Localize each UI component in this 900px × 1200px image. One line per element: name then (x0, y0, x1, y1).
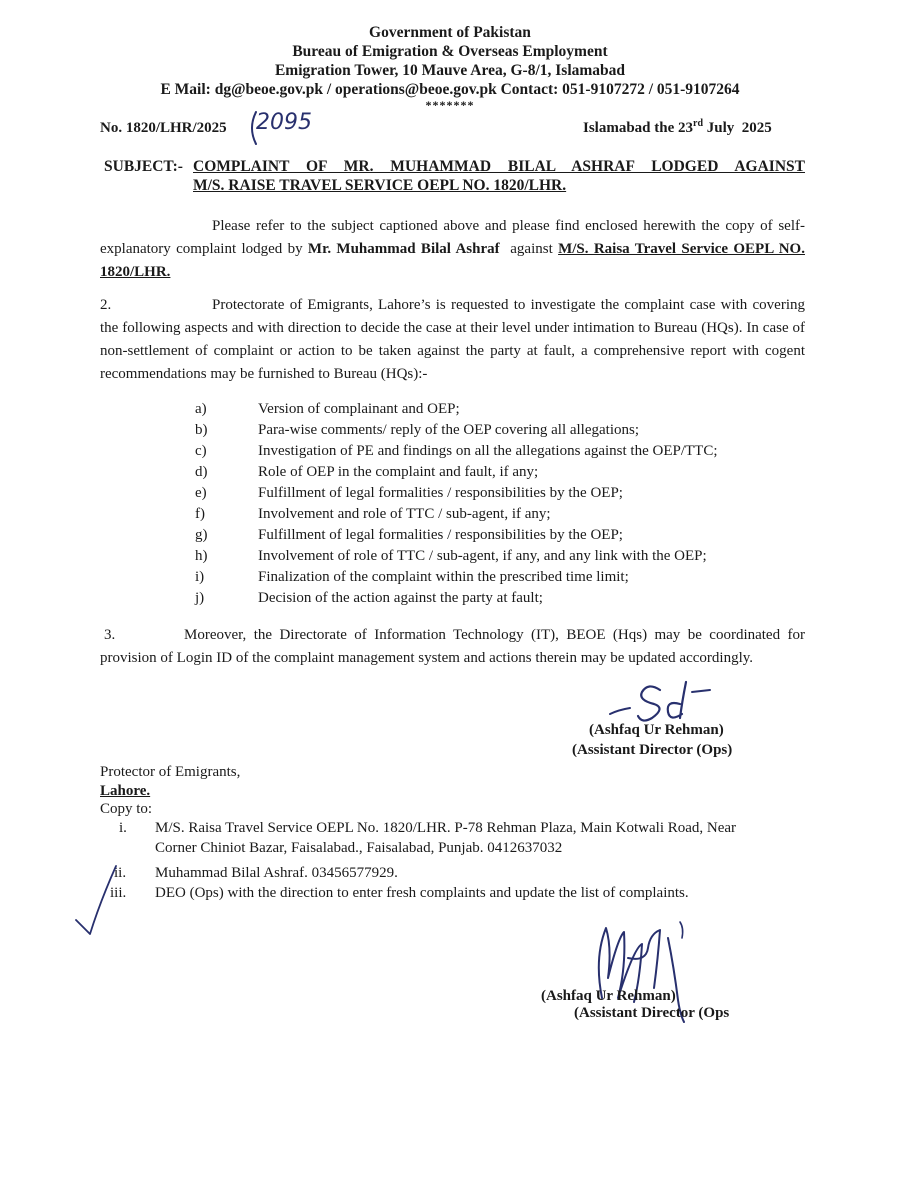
paragraph-1-text-against: against (499, 241, 559, 257)
letterhead-line-bureau: Bureau of Emigration & Overseas Employment (292, 43, 608, 60)
paragraph-3-text: Moreover, the Directorate of Information Technology (IT), BEOE (Hqs) may be coordinated for provision of Login ID of the complaint management system and actions therein may be updated accordingly. (100, 627, 805, 666)
handwritten-check-mark (72, 862, 122, 942)
copy-item-number: i. (119, 820, 127, 836)
subject-label: SUBJECT:- (104, 158, 183, 175)
list-item-key: f) (195, 506, 205, 522)
signatory-name-1: (Ashfaq Ur Rehman) (589, 722, 724, 738)
list-item-key: d) (195, 464, 208, 480)
paragraph-3-number: 3. (104, 627, 116, 643)
signatory-title-2: (Assistant Director (Ops (574, 1005, 730, 1021)
copy-item-1-line-2: Corner Chiniot Bazar, Faisalabad., Faisalabad, Punjab. 0412637032 (155, 840, 563, 856)
list-item-key: g) (195, 527, 208, 543)
paragraph-2-number: 2. (100, 297, 112, 313)
list-item-text: Investigation of PE and findings on all the allegations against the OEP/TTC; (258, 443, 718, 459)
handwritten-diary-number: 2095 (256, 110, 312, 135)
copy-to-label: Copy to: (100, 801, 153, 817)
list-item-text: Involvement of role of TTC / sub-agent, if any, and any link with the OEP; (258, 548, 707, 564)
list-item-key: e) (195, 485, 207, 501)
copy-item-number: ii. (114, 865, 127, 881)
date-ordinal: rd (693, 118, 704, 129)
paragraph-1-text: Please refer to the subject captioned above and please find enclosed herewith the copy of self-explanatory complaint lodged by (100, 218, 805, 257)
letter-date (583, 118, 772, 137)
date-month-year: July 2025 (703, 120, 772, 136)
copy-item-number: iii. (110, 885, 127, 901)
paragraph-1 (100, 215, 805, 284)
oep-name: M/S. Raisa Travel Service OEPL NO. 1820/LHR. (100, 241, 805, 280)
letterhead-line-contact: E Mail: dg@beoe.gov.pk / operations@beoe.gov.pk Contact: 051-9107272 / 051-9107264 (160, 81, 740, 98)
subject-line-1: COMPLAINT OF MR. MUHAMMAD BILAL ASHRAF LODGED AGAINST (193, 158, 805, 175)
letterhead-line-address: Emigration Tower, 10 Mauve Area, G-8/1, Islamabad (274, 62, 626, 79)
complainant-name: Mr. Muhammad Bilal Ashraf (307, 241, 500, 257)
copy-item-1-line-1: M/S. Raisa Travel Service OEPL No. 1820/LHR. P-78 Rehman Plaza, Main Kotwali Road, Near (155, 820, 737, 836)
letterhead-separator: ******* (425, 98, 475, 112)
list-item-text: Fulfillment of legal formalities / responsibilities by the OEP; (258, 527, 623, 543)
copy-item-2: Muhammad Bilal Ashraf. 03456577929. (155, 865, 398, 881)
list-item-key: b) (195, 422, 208, 438)
signatory-name-2: (Ashfaq Ur Rehman) (541, 988, 676, 1004)
list-item-key: j) (195, 590, 205, 606)
list-item-text: Para-wise comments/ reply of the OEP covering all allegations; (258, 422, 640, 438)
list-item-key: i) (195, 569, 205, 585)
list-item-key: a) (195, 401, 207, 417)
addressee-line-1: Protector of Emigrants, (100, 764, 241, 780)
copy-item-3: DEO (Ops) with the direction to enter fresh complaints and update the list of complaints. (155, 885, 689, 901)
letterhead-line-government: Government of Pakistan (369, 24, 531, 41)
list-item-text: Finalization of the complaint within the prescribed time limit; (258, 569, 629, 585)
addressee-line-2: Lahore. (100, 783, 151, 799)
list-item-text: Involvement and role of TTC / sub-agent, if any; (258, 506, 551, 522)
subject-line-2: M/S. RAISE TRAVEL SERVICE OEPL NO. 1820/LHR. (193, 177, 567, 194)
list-item-text: Decision of the action against the party at fault; (258, 590, 543, 606)
reference-number: No. 1820/LHR/2025 (100, 120, 227, 136)
list-item-key: h) (195, 548, 208, 564)
signatory-title-1: (Assistant Director (Ops) (572, 742, 733, 758)
signature-sd-mark (608, 678, 718, 728)
list-item-key: c) (195, 443, 207, 459)
list-item-text: Role of OEP in the complaint and fault, if any; (258, 464, 539, 480)
paragraph-2-text: Protectorate of Emigrants, Lahore’s is requested to investigate the complaint case with covering the following aspects and with direction to decide the case at their level under intimation to Bureau (HQs). In case of non-settlement of complaint or action to be taken against the party at fault, a comprehensive report with cogent recommendations may be furnished to Bureau (HQs):- (100, 297, 805, 382)
list-item-text: Fulfillment of legal formalities / responsibilities by the OEP; (258, 485, 623, 501)
date-text: Islamabad the 23 (583, 120, 694, 136)
list-item-text: Version of complainant and OEP; (258, 401, 460, 417)
